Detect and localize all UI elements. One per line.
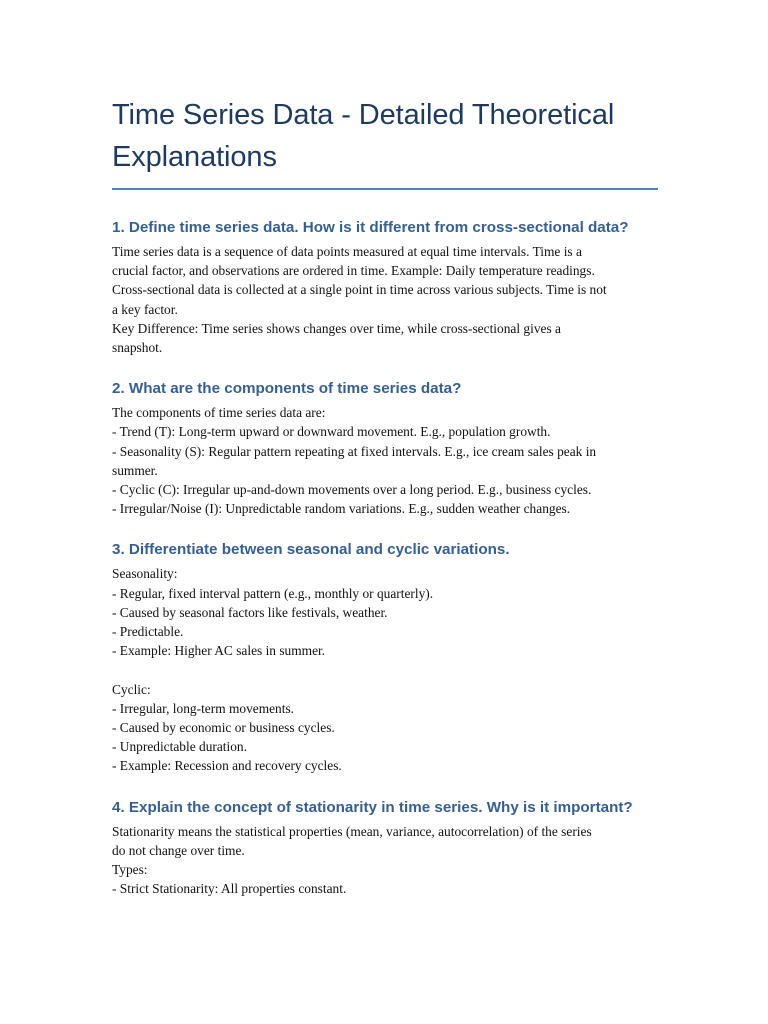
title-divider: [112, 188, 658, 190]
body-line: do not change over time.: [112, 842, 245, 858]
body-line: - Unpredictable duration.: [112, 739, 247, 755]
section-3: [112, 540, 658, 775]
body-line: - Example: Higher AC sales in summer.: [112, 643, 326, 659]
body-line: Cyclic:: [112, 681, 151, 697]
body-line: - Strict Stationarity: All properties constant.: [112, 881, 347, 897]
body-line: - Irregular, long-term movements.: [112, 700, 295, 716]
body-line: - Caused by economic or business cycles.: [112, 720, 335, 736]
document-title-line-1: Time Series Data - Detailed Theoretical: [112, 99, 615, 131]
body-line: - Predictable.: [112, 624, 184, 640]
body-line: - Seasonality (S): Regular pattern repeating at fixed intervals. E.g., ice cream sales peak in: [112, 443, 597, 459]
body-line: a key factor.: [112, 301, 178, 317]
body-line: - Caused by seasonal factors like festivals, weather.: [112, 604, 388, 620]
sections-container: [112, 218, 658, 898]
section-heading: 4. Explain the concept of stationarity in time series. Why is it important?: [112, 798, 633, 816]
body-line: The components of time series data are:: [112, 405, 326, 421]
body-line: Cross-sectional data is collected at a single point in time across various subjects. Time is not: [112, 282, 607, 298]
section-heading: 2. What are the components of time series data?: [112, 380, 462, 398]
body-line: - Example: Recession and recovery cycles.: [112, 758, 342, 774]
body-line: - Trend (T): Long-term upward or downward movement. E.g., population growth.: [112, 424, 551, 440]
document-title: [112, 94, 658, 178]
body-line: summer.: [112, 462, 158, 478]
body-line: Time series data is a sequence of data points measured at equal time intervals. Time is a: [112, 244, 582, 259]
section-4: [112, 798, 658, 899]
section-heading: 3. Differentiate between seasonal and cyclic variations.: [112, 541, 510, 559]
section-body: [112, 403, 658, 518]
section-2: [112, 379, 658, 518]
body-line: Types:: [112, 862, 148, 878]
section-heading: 1. Define time series data. How is it different from cross-sectional data?: [112, 219, 629, 236]
section-body: [112, 822, 658, 899]
body-line: - Regular, fixed interval pattern (e.g., monthly or quarterly).: [112, 585, 434, 601]
body-line: Key Difference: Time series shows changes over time, while cross-sectional gives a: [112, 320, 561, 336]
body-line: - Cyclic (C): Irregular up-and-down movements over a long period. E.g., business cycles.: [112, 482, 592, 498]
body-line: Stationarity means the statistical properties (mean, variance, autocorrelation) of the series: [112, 823, 592, 839]
section-body: [112, 564, 658, 775]
body-line: Seasonality:: [112, 566, 178, 582]
document-title-line-2: Explanations: [112, 141, 277, 173]
document-page: [112, 94, 658, 920]
section-1: [112, 218, 658, 357]
body-line: crucial factor, and observations are ordered in time. Example: Daily temperature readings.: [112, 263, 595, 279]
paragraph-spacer: [112, 660, 658, 679]
section-body: [112, 242, 658, 357]
body-line: - Irregular/Noise (I): Unpredictable random variations. E.g., sudden weather changes.: [112, 501, 571, 517]
body-line: snapshot.: [112, 340, 163, 356]
